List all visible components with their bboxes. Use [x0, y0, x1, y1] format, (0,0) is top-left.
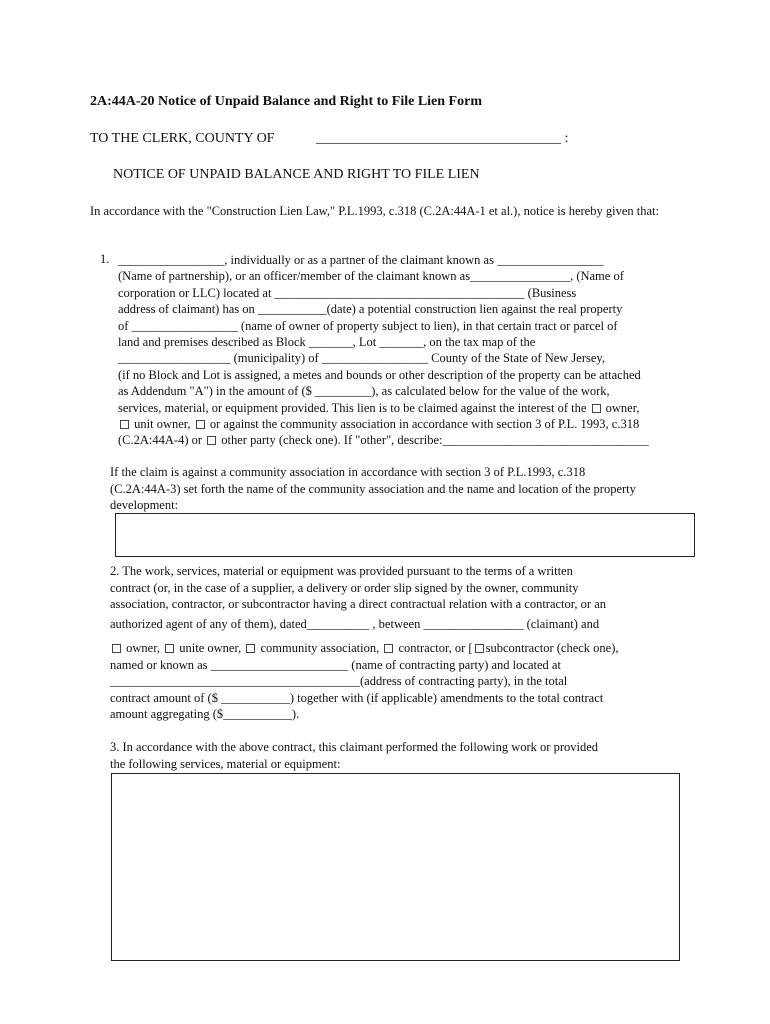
section-3-line: the following services, material or equipment:: [110, 756, 341, 771]
notice-heading: NOTICE OF UNPAID BALANCE AND RIGHT TO FILE LIEN: [113, 167, 480, 182]
section-2-text-continued: [110, 640, 619, 723]
s2-community-association-checkbox[interactable]: [246, 644, 255, 653]
s2-subcontractor-label: subcontractor (check one),: [485, 641, 619, 655]
s2-contractor-label: contractor, or [: [398, 641, 473, 655]
unit-owner-checkbox[interactable]: [120, 420, 129, 429]
section-2-line: ________________________________________(address of contracting party), in the total: [110, 674, 568, 688]
section-2-line: 2. The work, services, material or equipment was provided pursuant to the terms of a written: [110, 564, 573, 578]
section-1-line: (if no Block and Lot is assigned, a metes and bounds or other description of the property can be attached: [118, 367, 641, 382]
association-instructions: [110, 464, 636, 514]
s2-contractor-checkbox[interactable]: [384, 644, 393, 653]
section-1-line: (Name of partnership), or an officer/member of the claimant known as________________, (Name of: [118, 269, 624, 284]
owner-checkbox-label: owner,: [605, 400, 640, 415]
section-1-text: [118, 252, 649, 449]
section-3-line: 3. In accordance with the above contract, this claimant performed the following work or provided: [110, 740, 599, 754]
section-2-line: association, contractor, or subcontractor having a direct contractual relation with a contractor, or an: [110, 597, 607, 611]
section-2-text: [110, 563, 606, 613]
association-line: (C.2A:44A-3) set forth the name of the community association and the name and location of the property: [110, 481, 636, 496]
section-1-line: land and premises described as Block _______, Lot _______, on the tax map of the: [118, 335, 536, 350]
section-1-line: corporation or LLC) located at ________________________________________ (Business: [118, 285, 577, 300]
s2-owner-checkbox[interactable]: [112, 644, 121, 653]
section-1-line-text: or against the community association in accordance with section 3 of P.L. 1993, c.318: [209, 417, 640, 432]
section-3-text: [110, 739, 598, 772]
section-1-line: _________________, individually or as a partner of the claimant known as _________________: [118, 253, 604, 267]
section-1-line: address of claimant) has on ___________(date) a potential construction lien against the real property: [118, 302, 623, 317]
section-1-number: 1.: [100, 252, 110, 266]
association-details-box[interactable]: [115, 513, 695, 557]
section-2-line: authorized agent of any of them), dated__________ , between ________________ (claimant) and: [110, 617, 600, 631]
s2-owner-label: owner,: [126, 641, 160, 655]
association-line: If the claim is against a community association in accordance with section 3 of P.L.1993, c.318: [110, 465, 586, 479]
section-1-line: of _________________ (name of owner of property subject to lien), in that certain tract or parcel of: [118, 318, 618, 333]
community-association-checkbox[interactable]: [196, 420, 205, 429]
section-1-line: [118, 416, 649, 432]
section-1-line: [118, 400, 649, 416]
unit-owner-checkbox-label: unit owner,: [134, 417, 191, 432]
section-2-line: contract amount of ($ ___________) together with (if applicable) amendments to the total contract: [110, 690, 604, 705]
intro-paragraph: In accordance with the "Construction Lien Law," P.L.1993, c.318 (C.2A:44A-1 et al.), notice is hereby given that:: [90, 204, 659, 218]
other-party-checkbox[interactable]: [207, 436, 216, 445]
s2-community-association-label: community association,: [260, 641, 380, 655]
section-1-line-text: (C.2A:44A-4) or: [118, 433, 203, 448]
form-title: 2A:44A-20 Notice of Unpaid Balance and Right to File Lien Form: [90, 94, 482, 109]
section-1-line: as Addendum "A") in the amount of ($ _________), as calculated below for the value of the work,: [118, 384, 610, 399]
s2-subcontractor-checkbox[interactable]: [475, 644, 484, 653]
association-line: development:: [110, 498, 179, 512]
section-1-line-text: services, material, or equipment provided. This lien is to be claimed against the interest of the: [118, 400, 587, 415]
county-blank[interactable]: ___________________________________ :: [316, 131, 569, 146]
work-description-box[interactable]: [111, 773, 680, 961]
owner-checkbox[interactable]: [592, 404, 601, 413]
to-clerk-label: TO THE CLERK, COUNTY OF: [90, 131, 275, 146]
s2-unit-owner-checkbox[interactable]: [165, 644, 174, 653]
s2-unit-owner-label: unite owner,: [179, 641, 242, 655]
section-2-checkbox-line: [110, 640, 619, 657]
section-1-line: [118, 432, 649, 448]
section-2-line: amount aggregating ($___________).: [110, 707, 300, 721]
section-2-line: contract (or, in the case of a supplier, a delivery or order slip signed by the owner, community: [110, 580, 579, 595]
section-1-line: __________________ (municipality) of _________________ County of the State of New Jersey,: [118, 351, 605, 366]
section-2-line: named or known as ______________________ (name of contracting party) and located at: [110, 657, 561, 672]
other-party-checkbox-label: other party (check one). If "other", describe:_________________________________: [221, 433, 649, 448]
